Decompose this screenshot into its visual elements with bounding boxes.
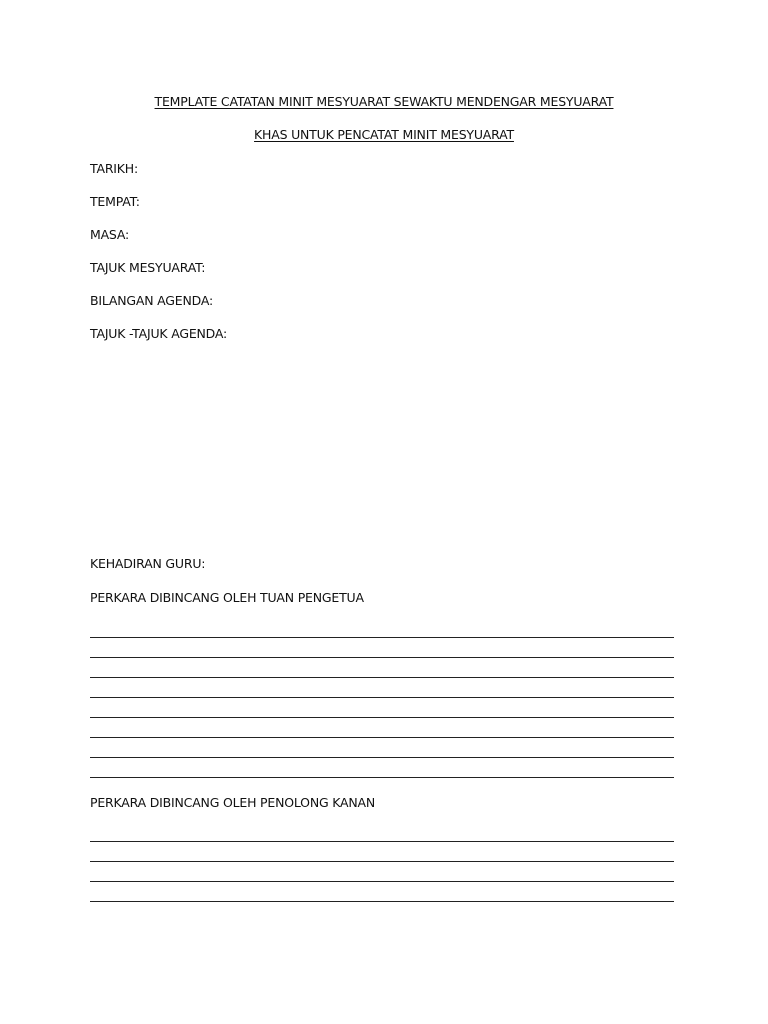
bilangan-agenda-label: BILANGAN AGENDA: <box>90 293 213 308</box>
tempat-label: TEMPAT: <box>90 194 140 209</box>
writing-line <box>90 758 674 778</box>
document-title: TEMPLATE CATATAN MINIT MESYUARAT SEWAKTU MENDENGAR MESYUARAT <box>154 94 614 109</box>
tajuk-mesyuarat-label: TAJUK MESYUARAT: <box>90 260 206 275</box>
pengetua-notes-lines <box>90 618 674 778</box>
document-subtitle: KHAS UNTUK PENCATAT MINIT MESYUARAT <box>254 127 514 142</box>
writing-line <box>90 738 674 758</box>
masa-label: MASA: <box>90 227 130 242</box>
writing-line <box>90 658 674 678</box>
tajuk-agenda-label: TAJUK -TAJUK AGENDA: <box>90 326 228 341</box>
section-pengetua-heading: PERKARA DIBINCANG OLEH TUAN PENGETUA <box>90 590 364 605</box>
writing-line <box>90 618 674 638</box>
writing-line <box>90 862 674 882</box>
writing-line <box>90 882 674 902</box>
kehadiran-guru-label: KEHADIRAN GURU: <box>90 556 206 571</box>
penolong-kanan-notes-lines <box>90 822 674 902</box>
section-penolong-kanan-heading: PERKARA DIBINCANG OLEH PENOLONG KANAN <box>90 795 376 810</box>
writing-line <box>90 822 674 842</box>
writing-line <box>90 698 674 718</box>
tarikh-label: TARIKH: <box>90 161 138 176</box>
writing-line <box>90 842 674 862</box>
writing-line <box>90 718 674 738</box>
writing-line <box>90 638 674 658</box>
writing-line <box>90 678 674 698</box>
